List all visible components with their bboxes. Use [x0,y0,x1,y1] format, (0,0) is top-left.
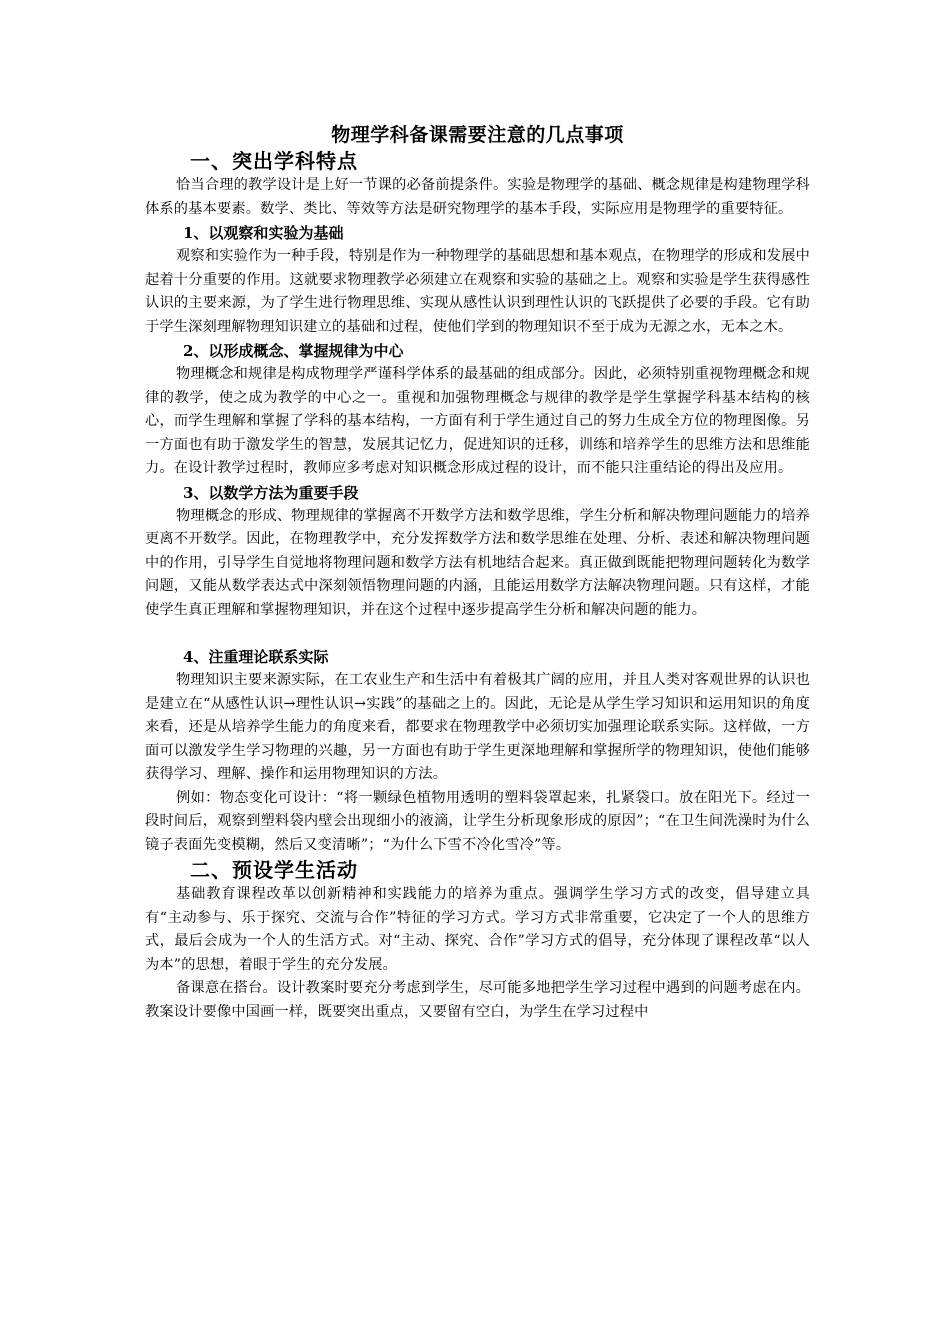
sub1-heading: 1、以观察和实验为基础 [183,224,344,242]
sub4-heading: 4、注重理论联系实际 [183,648,329,666]
blank-line [145,622,810,645]
sub1-body: 观察和实验作为一种手段，特别是作为一种物理学的基础思想和基本观点，在物理学的形成和发展中起着十分重要的作用。这就要求物理教学必须建立在观察和实验的基础之上。观察和实验是学生获得感性认识的主要来源，为了学生进行物理思维、实现从感性认识到理性认识的飞跃提供了必要的手段。它有助于学生深刻理解物理知识建立的基础和过程，使他们学到的物理知识不至于成为无源之水，无本之木。 [145,248,810,335]
section2-heading: 二、预设学生活动 [190,858,358,882]
document-title: 物理学科备课需要注意的几点事项 [331,124,624,146]
section1-intro: 恰当合理的教学设计是上好一节课的必备前提条件。实验是物理学的基础、概念规律是构建物理学科体系的基本要素。数学、类比、等效等方法是研究物理学的基本手段，实际应用是物理学的重要特征。 [145,177,810,217]
section1-heading: 一、突出学科特点 [190,149,358,173]
sub4-example: 例如：物态变化可设计：“将一颗绿色植物用透明的塑料袋罩起来，扎紧袋口。放在阳光下。经过一段时间后，观察到塑料袋内壁会出现细小的液滴，让学生分析现象形成的原因”；“在卫生间洗澡时为什么镜子表面先变模糊，然后又变清晰”；“为什么下雪不冷化雪冷”等。 [145,789,810,853]
section2-paragraph-2: 备课意在搭台。设计教案时要充分考虑到学生，尽可能多地把学生学习过程中遇到的问题考虑在内。教案设计要像中国画一样，既要突出重点，又要留有空白，为学生在学习过程中 [145,980,810,1020]
sub2-heading: 2、以形成概念、掌握规律为中心 [183,342,404,360]
sub3-body: 物理概念的形成、物理规律的掌握离不开数学方法和数学思维，学生分析和解决物理问题能力的培养更离不开数学。因此，在物理教学中，充分发挥数学方法和数学思维在处理、分析、表述和解决物理问题中的作用，引导学生自觉地将物理问题和数学方法有机地结合起来。真正做到既能把物理问题转化为数学问题，又能从数学表达式中深刻领悟物理问题的内涵，且能运用数学方法解决物理问题。只有这样，才能使学生真正理解和掌握物理知识，并在这个过程中逐步提高学生分析和解决问题的能力。 [145,507,810,618]
sub4-body: 物理知识主要来源实际，在工农业生产和生活中有着极其广阔的应用，并且人类对客观世界的认识也是建立在“从感性认识→理性认识→实践”的基础之上的。因此，无论是从学生学习知识和运用知识的角度来看，还是从培养学生能力的角度来看，都要求在物理教学中必须切实加强理论联系实际。这样做，一方面可以激发学生学习物理的兴趣，另一方面也有助于学生更深地理解和掌握所学的物理知识，使他们能够获得学习、理解、操作和运用物理知识的方法。 [145,672,810,782]
section2-paragraph-1: 基础教育课程改革以创新精神和实践能力的培养为重点。强调学生学习方式的改变，倡导建立具有“主动参与、乐于探究、交流与合作”特征的学习方式。学习方式非常重要，它决定了一个人的思维方式，最后会成为一个人的生活方式。对“主动、探究、合作”学习方式的倡导，充分体现了课程改革“以人为本”的思想，着眼于学生的充分发展。 [145,886,810,973]
sub3-heading: 3、以数学方法为重要手段 [183,483,359,502]
sub2-body: 物理概念和规律是构成物理学严谨科学体系的最基础的组成部分。因此，必须特别重视物理概念和规律的教学，使之成为教学的中心之一。重视和加强物理概念与规律的教学是学生掌握学科基本结构的核心，而学生理解和掌握了学科的基本结构，一方面有利于学生通过自己的努力生成全方位的物理图像。另一方面也有助于激发学生的智慧，发展其记忆力，促进知识的迁移，训练和培养学生的思维方法和思维能力。在设计教学过程时，教师应多考虑对知识概念形成过程的设计，而不能只注重结论的得出及应用。 [145,366,810,476]
document-page [145,122,810,1024]
